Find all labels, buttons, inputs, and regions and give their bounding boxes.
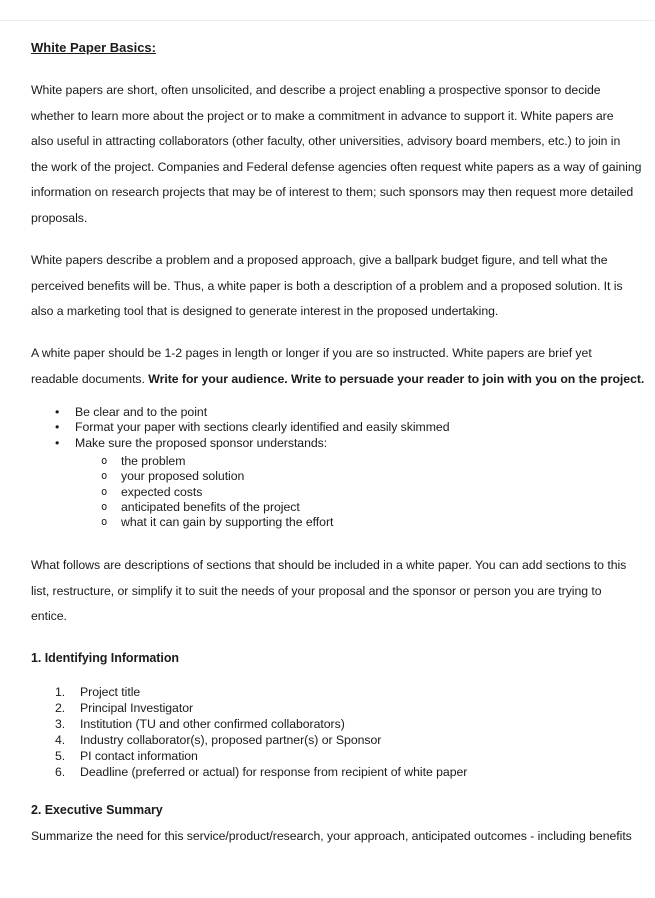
- numbered-text: Principal Investigator: [80, 701, 194, 716]
- sub-bullet-item: [31, 500, 645, 515]
- paragraph-line: list, restructure, or simplify it to suit the needs of your proposal and the sponsor or person you are trying to: [31, 583, 602, 598]
- paragraph-line: White papers are short, often unsolicited, and describe a project enabling a prospective sponsor to decide: [31, 83, 601, 97]
- numbered-item: [31, 732, 645, 748]
- sub-bullet-text: anticipated benefits of the project: [121, 499, 300, 514]
- paragraph-line: perceived benefits will be. Thus, a white paper is both a description of a problem and a proposed solution. It is: [31, 278, 623, 293]
- bullet-item: [31, 420, 645, 435]
- number-marker: 1.: [55, 685, 66, 699]
- paragraph-line: also useful in attracting collaborators (other faculty, other universities, advisory board members, etc.) to join in: [31, 134, 621, 149]
- sub-bullet-item: [31, 515, 645, 530]
- paragraph-line: information on research projects that may be of interest to them; such sponsors may then request more detailed: [31, 185, 634, 200]
- section-2-body: Summarize the need for this service/product/research, your approach, anticipated outcomes - including benefits: [31, 829, 632, 843]
- numbered-item: [31, 764, 645, 780]
- paragraph-line: White papers describe a problem and a proposed approach, give a ballpark budget figure, and tell what the: [31, 253, 608, 267]
- paragraph-describe: [31, 248, 645, 325]
- paragraph-line: [31, 367, 645, 393]
- numbered-item: [31, 716, 645, 732]
- sub-bullet-item: [31, 454, 645, 469]
- paragraph-line: also a marketing tool that is designed to generate interest in the proposed undertaking.: [31, 304, 499, 319]
- sub-bullet-marker: o: [101, 485, 108, 498]
- paragraph-line: the work of the project. Companies and Federal defense agencies often request white papers as a way of gaining: [31, 159, 642, 174]
- sub-bullet-item: [31, 485, 645, 500]
- bullet-marker: •: [55, 435, 60, 450]
- sub-bullet-text: your proposed solution: [121, 469, 245, 484]
- paragraph-text: readable documents.: [31, 371, 149, 386]
- bullet-text: Make sure the proposed sponsor understands:: [75, 435, 328, 450]
- paragraph-bold-text: Write for your audience. Write to persuade your reader to join with you on the project.: [148, 371, 645, 386]
- paragraph-line: A white paper should be 1-2 pages in length or longer if you are so instructed. White papers are brief yet: [31, 346, 592, 360]
- bullet-marker: •: [55, 420, 60, 435]
- sub-bullet-marker: o: [101, 516, 108, 529]
- section-1-heading: 1. Identifying Information: [31, 651, 180, 665]
- bullet-item: [31, 405, 645, 420]
- paragraph-line: proposals.: [31, 210, 88, 225]
- sub-bullet-marker: o: [101, 500, 108, 513]
- numbered-list: [31, 684, 645, 781]
- sub-bullet-text: the problem: [121, 454, 186, 468]
- bullet-marker: •: [55, 405, 60, 419]
- sub-bullet-marker: o: [101, 470, 108, 483]
- numbered-text: PI contact information: [80, 749, 198, 764]
- numbered-item: [31, 748, 645, 764]
- paragraph-sections-intro: [31, 553, 645, 630]
- number-marker: 2.: [55, 701, 66, 716]
- paragraph-line: entice.: [31, 609, 67, 624]
- sub-bullet-item: [31, 469, 645, 484]
- bullet-text: Format your paper with sections clearly identified and easily skimmed: [75, 420, 450, 435]
- bullet-text: Be clear and to the point: [75, 405, 208, 419]
- paragraph-length-advice: [31, 341, 645, 392]
- numbered-text: Deadline (preferred or actual) for response from recipient of white paper: [80, 765, 468, 780]
- document-title: White Paper Basics:: [31, 40, 156, 55]
- number-marker: 6.: [55, 765, 66, 780]
- numbered-item: [31, 684, 645, 700]
- numbered-text: Institution (TU and other confirmed collaborators): [80, 717, 345, 732]
- paragraph-line: What follows are descriptions of sections that should be included in a white paper. You can add sections to this: [31, 558, 627, 572]
- bullet-list: [31, 405, 645, 451]
- numbered-item: [31, 700, 645, 716]
- paragraph-intro: [31, 78, 645, 232]
- numbered-text: Project title: [80, 685, 141, 699]
- paragraph-line: whether to learn more about the project or to make a commitment in advance to support it. White papers are: [31, 108, 614, 123]
- sub-bullet-marker: o: [101, 455, 108, 467]
- number-marker: 3.: [55, 717, 66, 732]
- number-marker: 5.: [55, 749, 66, 764]
- numbered-text: Industry collaborator(s), proposed partner(s) or Sponsor: [80, 733, 382, 748]
- sub-bullet-list: [31, 454, 645, 530]
- sub-bullet-text: what it can gain by supporting the effort: [121, 515, 334, 530]
- number-marker: 4.: [55, 733, 66, 748]
- page-top-edge-line: [0, 20, 655, 21]
- bullet-item: [31, 436, 645, 451]
- sub-bullet-text: expected costs: [121, 484, 203, 499]
- section-2-heading: 2. Executive Summary: [31, 803, 163, 817]
